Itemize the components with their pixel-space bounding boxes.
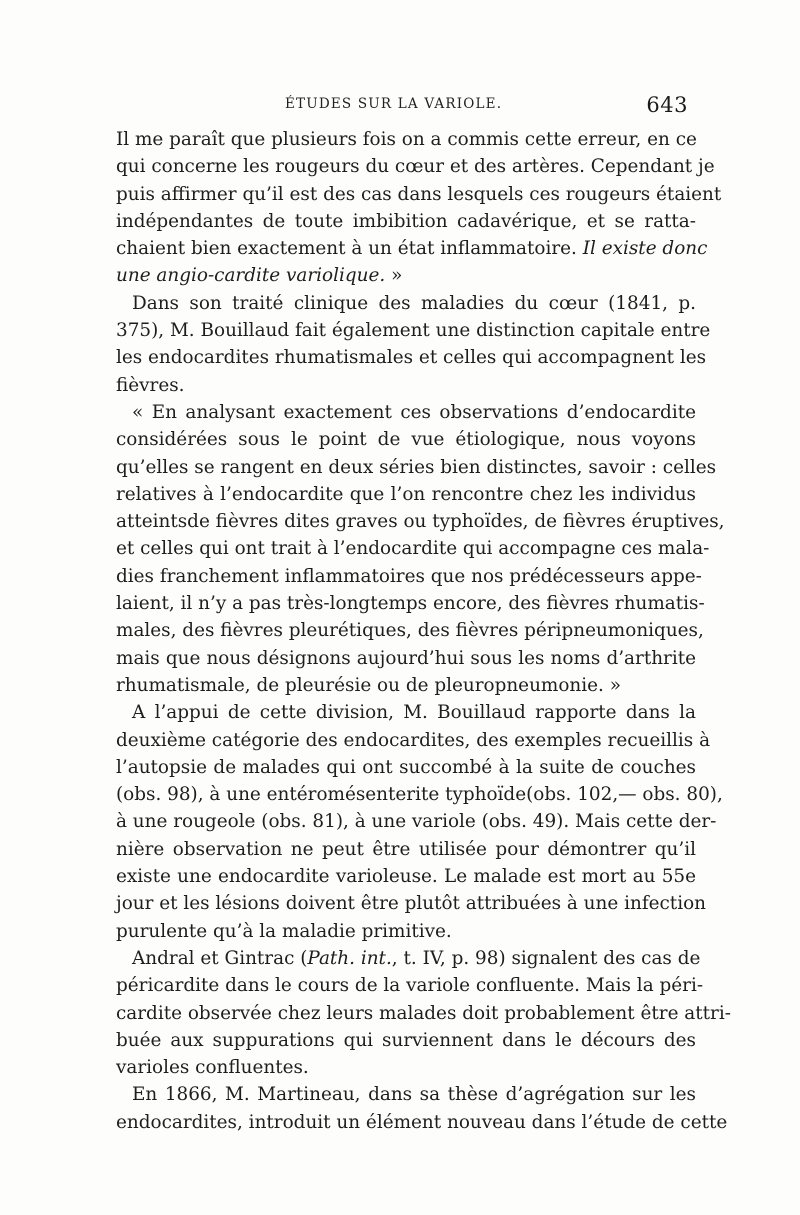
text-line: et celles qui ont trait à l’endocardite qui accompagne ces mala-	[116, 538, 710, 560]
text-line: à une rougeole (obs. 81), à une variole (obs. 49). Mais cette der-	[116, 811, 717, 833]
text-line: rhumatismale, de pleurésie ou de pleuropneumonie. »	[116, 674, 621, 696]
body-text	[116, 126, 731, 1136]
text-line: les endocardites rhumatismales et celles qui accompagnent les	[116, 347, 707, 369]
text-line: existe une endocardite varioleuse. Le malade est mort au 55e	[116, 866, 696, 888]
text-line: deuxième catégorie des endocardites, des exemples recueillis à	[116, 729, 711, 751]
text-line: nière observation ne peut être utilisée pour démontrer qu’il	[116, 838, 696, 860]
text-line: considérées sous le point de vue étiologique, nous voyons	[116, 429, 696, 451]
text-line: relatives à l’endocardite que l’on rencontre chez les individus	[116, 483, 696, 505]
text-line: Andral et Gintrac (Path. int., t. IV, p. 98) signalent des cas de	[132, 947, 701, 969]
text-line: péricardite dans le cours de la variole confluente. Mais la péri-	[116, 975, 704, 997]
text-line: qui concerne les rougeurs du cœur et des artères. Cependant je	[116, 156, 715, 178]
text-line: males, des fièvres pleurétiques, des fièvres péripneumoniques,	[116, 620, 704, 642]
text-line: puis affirmer qu’il est des cas dans lesquels ces rougeurs étaient	[116, 183, 722, 205]
text-line: En 1866, M. Martineau, dans sa thèse d’agrégation sur les	[132, 1084, 696, 1106]
text-line: 375), M. Bouillaud fait également une distinction capitale entre	[116, 320, 711, 342]
running-title: ÉTUDES SUR LA VARIOLE.	[285, 96, 503, 112]
text-line: fièvres.	[116, 374, 185, 396]
text-line: A l’appui de cette division, M. Bouillaud rapporte dans la	[132, 702, 696, 724]
text-line: une angio-cardite variolique. »	[116, 265, 403, 287]
text-line: mais que nous désignons aujourd’hui sous les noms d’arthrite	[116, 647, 696, 669]
running-head	[110, 93, 688, 120]
page-number: 643	[646, 93, 688, 117]
text-line: « En analysant exactement ces observations d’endocardite	[132, 401, 696, 423]
text-line: atteintsde fièvres dites graves ou typhoïdes, de fièvres éruptives,	[116, 511, 725, 533]
text-line: Il me paraît que plusieurs fois on a commis cette erreur, en ce	[116, 129, 697, 150]
text-line: jour et les lésions doivent être plutôt attribuées à une infection	[116, 893, 707, 915]
text-line: cardite observée chez leurs malades doit probablement être attri-	[116, 1002, 731, 1024]
text-line: (obs. 98), à une entéromésenterite typhoïde(obs. 102,— obs. 80),	[116, 784, 723, 806]
text-line: endocardites, introduit un élément nouveau dans l’étude de cette	[116, 1111, 728, 1133]
text-line: laient, il n’y a pas très-longtemps encore, des fièvres rhumatis-	[116, 593, 705, 615]
text-line: chaient bien exactement à un état inflammatoire. Il existe donc	[116, 238, 708, 260]
text-line: buée aux suppurations qui surviennent dans le décours des	[116, 1029, 696, 1051]
text-line: qu’elles se rangent en deux séries bien distinctes, savoir : celles	[116, 456, 717, 478]
text-line: l’autopsie de malades qui ont succombé à la suite de couches	[116, 756, 696, 778]
text-line: varioles confluentes.	[116, 1057, 309, 1079]
text-line: purulente qu’à la maladie primitive.	[116, 920, 452, 942]
text-line: Dans son traité clinique des maladies du cœur (1841, p.	[132, 292, 696, 314]
text-line: dies franchement inflammatoires que nos prédécesseurs appe-	[116, 565, 702, 587]
text-line: indépendantes de toute imbibition cadavérique, et se ratta-	[116, 210, 696, 232]
